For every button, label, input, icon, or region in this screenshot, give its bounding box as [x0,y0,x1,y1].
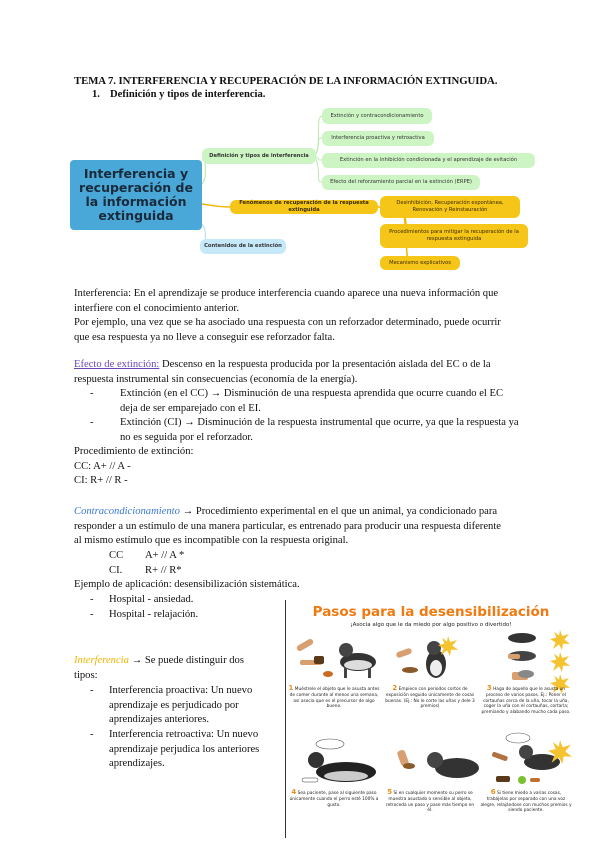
step-text: Si en cualquier momento su perro se muestra asustado o sensible al objeto, retroceda un paso y pase más tiempo en él. [385,791,475,814]
text-line: Interferencia retroactiva: Un nuevo [109,729,259,740]
text-line: no es seguida por el reforzador. [120,431,253,443]
text-line: → Se puede distinguir dos [128,655,244,666]
list-item: - Extinción (CI) → Disminución de la respuesta instrumental que ocurre, ya que la respuesta ya no es seguida por el reforzador. [74,416,534,445]
mind-map [70,104,560,274]
list-item: - Hospital - relajación. [90,609,199,620]
text-line: aprendizaje perjudica los anteriores [109,743,260,755]
text-line: deja de ser emparejado con el EI. [120,402,261,414]
leaf-procedimientos-mitigar: Procedimientos para mitigar la recuperación de la respuesta extinguida [380,224,528,248]
contracondicionamiento-paragraph [74,505,501,549]
dog-lying-illustration [296,738,386,788]
section-number: 1. [92,89,100,100]
formula-label: CC [109,550,124,561]
step-text: Empiece con periodos cortos de exposición seguido únicamente de cosas buenas. (Ej.: No le corte las uñas y dele 3 premios) [385,687,475,710]
text-line: aprendizaje es perjudicado por [109,699,239,711]
leaf-interferencia-proactiva-retroactiva: Interferencia proactiva y retroactiva [322,131,434,146]
step-4 [288,790,380,808]
step-5 [384,790,476,814]
text-line: Hospital - ansiedad. [109,594,194,605]
text-line: respuesta instrumental sin consecuencias (economía de la energía). [74,373,358,385]
document-title: TEMA 7. INTERFERENCIA Y RECUPERACIÓN DE LA INFORMACIÓN EXTINGUIDA. [74,75,498,87]
formula-ci-contra [109,564,182,579]
step-number: 3 [486,684,492,692]
dog-with-objects-illustration [292,634,382,679]
text-line: responder a un estímulo de una manera particular, es entrenado para producir una respuesta diferente [74,520,501,532]
text-line: Por ejemplo, una vez que se ha asociado una respuesta con un reforzador determinado, puede ocurrir [74,317,501,329]
branch-fenomenos-recuperacion: Fenómenos de recuperación de la respuesta extinguida [230,200,378,214]
leaf-erpe: Efecto del reforzamiento parcial en la extinción (ERPE) [322,175,480,190]
formula-value: R+ // R* [145,565,182,576]
dog-object-illustration [391,740,481,785]
efecto-extincion-term: Efecto de extinción: [74,359,160,370]
text-line: Extinción (en el CC) → Disminución de una respuesta aprendida que ocurre cuando el EC [120,388,504,399]
text-line: → Procedimiento experimental en el que un animal, ya condicionado para [179,506,498,517]
step-number: 5 [387,788,393,796]
list-item: - Interferencia proactiva: Un nuevo aprendizaje es perjudicado por aprendizajes anteriores. [74,684,252,728]
list-item: - Extinción (en el CC) → Disminución de una respuesta aprendida que ocurre cuando el EC deja de ser emparejado con el EI. [74,387,534,416]
leaf-extincion-inhibicion: Extinción en la inhibición condicionada y el aprendizaje de evitación [322,153,535,168]
dog-sitting-illustration [386,634,476,679]
step-text: Si tiene miedo a varias cosas, trabájelas por separado con una voz alegre, relajándose con muchos premios y siendo paciente. [480,791,572,814]
text-line: aprendizajes anteriores. [109,714,209,726]
step-number: 2 [392,684,398,692]
list-item: - Hospital - ansiedad. [90,594,194,605]
text-line: interfiere con el conocimiento anterior. [74,302,240,314]
leaf-extincion-contracondicionamiento: Extinción y contracondicionamiento [322,108,432,124]
formula-cc: CC: A+ // A - [74,460,131,472]
infographic-title: Pasos para la desensibilización [312,604,550,620]
step-number: 6 [490,788,496,796]
formula-cc-contra [109,549,184,564]
efecto-extincion-paragraph [74,358,491,387]
section-heading [92,88,265,102]
desensitization-infographic [285,600,576,838]
list-item: - Interferencia retroactiva: Un nuevo aprendizaje perjudica los anteriores aprendizajes. [74,728,259,772]
step-2 [384,686,476,710]
text-line: aprendizajes. [109,758,165,770]
text-line: que esa respuesta ya no lleve a conseguir ese reforzador falta. [74,331,335,343]
mind-map-root: Interferencia y recuperación de la información extinguida [70,160,202,230]
interferencia-tipos-paragraph [74,654,244,683]
step-6 [480,790,572,814]
text-line: Hospital - relajación. [109,609,199,620]
leaf-desinhibicion: Desinhibición, Recuperación espontánea, Renovación y Reinstauración [380,196,520,218]
step-1 [288,686,380,710]
contracondicionamiento-term: Contracondicionamiento [74,506,180,517]
step-number: 4 [291,788,297,796]
infographic-subtitle: ¡Asocia algo que le da miedo por algo positivo o divertido! [350,622,512,628]
step-text: Sea paciente, pase al siguiente paso únicamente cuando el perro esté 100% a gusto. [289,791,379,808]
text-line: Interferencia proactiva: Un nuevo [109,685,253,696]
procedimiento-extincion [74,445,193,489]
interferencia-term: Interferencia [74,655,129,666]
formula-ci: CI: R+ // R - [74,475,128,487]
step-number: 1 [288,684,294,692]
leaf-mecanismo-explicativos: Mecanismo explicativos [380,256,460,270]
section-label: Definición y tipos de interferencia. [110,89,266,100]
formula-value: A+ // A * [145,550,185,561]
branch-definicion: Definición y tipos de interferencia [202,148,316,164]
text-line: Interferencia: En el aprendizaje se produce interferencia cuando aparece una nueva información que [74,288,499,299]
interferencia-definition [74,287,501,345]
text-line: Procedimiento de extinción: [74,446,194,457]
text-line: Descenso en la respuesta producida por la presentación aislada del EC o de la [159,359,491,370]
text-line: Extinción (CI) → Disminución de la respuesta instrumental que ocurre, ya que la respuesta ya [120,417,519,428]
step-text: Muéstrele el objeto que le asusta antes de comer durante al menos una semana, así asocia que es el precursor de algo bueno. [289,687,380,710]
formula-label: CI. [109,565,123,576]
text-line: tipos: [74,669,98,681]
step-text: Haga de aquello que le asusta un proceso de varios pasos. Ej.: Poner el cortauñas cerca de la uña, tocar la uña, coger la uña con el cortauñas, cortarla; premiando y alabando mucho cada paso. [481,687,571,716]
text-line: al mismo estímulo que es incompatible con la respuesta original. [74,535,349,547]
step-3 [480,686,572,716]
dog-happy-illustration [482,732,572,790]
ejemplo-aplicacion: Ejemplo de aplicación: desensibilización sistemática. [74,579,300,590]
branch-contenidos-extincion: Contenidos de la extinción [200,239,286,254]
